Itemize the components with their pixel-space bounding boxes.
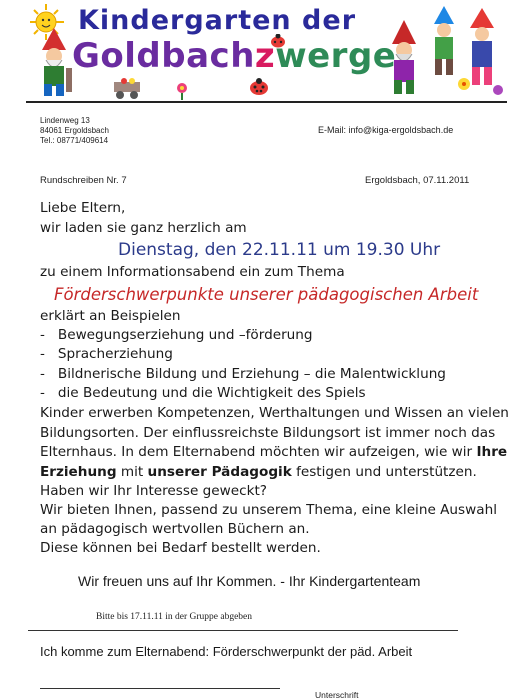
bullet-text: Bildnerische Bildung und Erziehung – die Malentwicklung xyxy=(57,366,446,382)
attendance-line: Ich komme zum Elternabend: Förderschwerpunkt der päd. Arbeit xyxy=(40,644,413,659)
banner-divider xyxy=(26,101,507,103)
paragraph-line xyxy=(40,444,507,460)
bullet-item: - Bildnerische Bildung und Erziehung – die Malentwicklung xyxy=(40,366,446,382)
cut-line xyxy=(28,630,458,631)
paragraph-line: Wir bieten Ihnen, passend zu unserem Thema, eine kleine Auswahl xyxy=(40,502,497,518)
text-run: Elternhaus. In dem Elternabend möchten wir aufzeigen, wie wir xyxy=(40,444,477,460)
ladybug-icon xyxy=(248,78,270,96)
invite-line: wir laden sie ganz herzlich am xyxy=(40,220,247,236)
flower-icon xyxy=(174,82,190,100)
bullet-item: - Spracherziehung xyxy=(40,346,173,362)
banner-title-part: Goldbach xyxy=(72,36,255,76)
bullet-item: - die Bedeutung und die Wichtigkeit des Spiels xyxy=(40,385,366,401)
paragraph-line: Kinder erwerben Kompetenzen, Werthaltungen und Wissen an vielen xyxy=(40,405,509,421)
dwarf-left-illustration xyxy=(32,28,76,100)
paragraph-line xyxy=(40,464,477,480)
question-line: Haben wir Ihr Interesse geweckt? xyxy=(40,483,268,499)
banner-title-line2 xyxy=(72,36,396,76)
signature-line[interactable] xyxy=(40,688,280,689)
bullet-text: Bewegungserziehung und –förderung xyxy=(57,327,313,343)
address-street: Lindenweg 13 xyxy=(40,116,90,125)
examples-intro: erklärt an Beispielen xyxy=(40,308,181,324)
paragraph-line: Diese können bei Bedarf bestellt werden. xyxy=(40,540,321,556)
deadline-note: Bitte bis 17.11.11 in der Gruppe abgeben xyxy=(96,612,253,622)
banner-title-part: z xyxy=(254,36,276,76)
banner-title-line1: Kindergarten der xyxy=(78,5,357,36)
closing-line: Wir freuen uns auf Ihr Kommen. - Ihr Kindergartenteam xyxy=(78,573,421,589)
address-phone: Tel.: 08771/409614 xyxy=(40,136,109,145)
text-run: festigen und unterstützen. xyxy=(291,464,477,480)
paragraph-line: Bildungsorten. Der einflussreichste Bildungsort ist immer noch das xyxy=(40,425,496,441)
place-date: Ergoldsbach, 07.11.2011 xyxy=(365,175,470,186)
circular-number: Rundschreiben Nr. 7 xyxy=(40,175,127,186)
signature-label: Unterschrift xyxy=(315,690,359,700)
paragraph-line: an pädagogisch wertvollen Büchern an. xyxy=(40,521,310,537)
text-run-bold: unserer Pädagogik xyxy=(147,464,292,480)
bullet-text: Spracherziehung xyxy=(57,346,173,362)
info-evening-line: zu einem Informationsabend ein zum Thema xyxy=(40,264,345,280)
event-topic: Förderschwerpunkte unserer pädagogischen Arbeit xyxy=(54,285,479,304)
bullet-item: - Bewegungserziehung und –förderung xyxy=(40,327,313,343)
text-run-bold: Erziehung xyxy=(40,464,117,480)
salutation: Liebe Eltern, xyxy=(40,200,126,216)
banner-title-part: werge xyxy=(275,36,397,76)
dwarf-pair-illustration xyxy=(424,4,506,100)
address-email: E-Mail: info@kiga-ergoldsbach.de xyxy=(318,125,454,135)
text-run-bold: Ihre xyxy=(476,444,508,460)
address-city: 84061 Ergoldsbach xyxy=(40,126,109,135)
bullet-text: die Bedeutung und die Wichtigkeit des Spiels xyxy=(57,385,366,401)
cart-illustration xyxy=(110,78,150,100)
event-date: Dienstag, den 22.11.11 um 19.30 Uhr xyxy=(118,240,441,260)
header-banner xyxy=(26,2,507,102)
text-run: mit xyxy=(116,464,148,480)
address-block xyxy=(40,116,109,146)
